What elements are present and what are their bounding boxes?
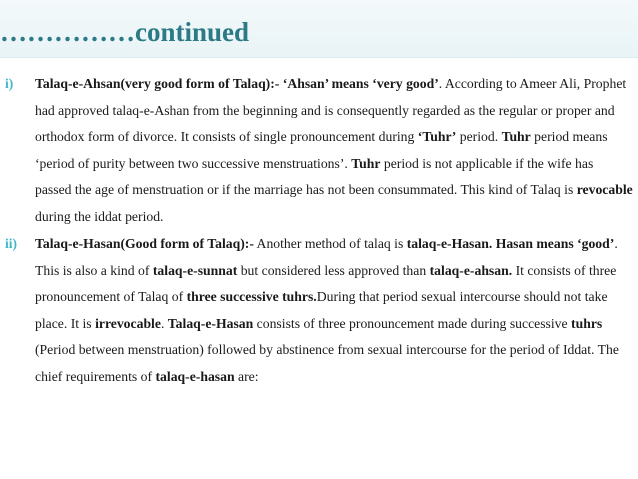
list-marker: ii) xyxy=(5,236,17,251)
text-segment: Talaq-e-Ahsan(very good form of Talaq):- ‘Ahsan’ means ‘very good’ xyxy=(35,76,439,91)
list-item-2 xyxy=(5,231,633,390)
list-item-1 xyxy=(5,71,633,230)
text-segment: Tuhr xyxy=(351,155,381,171)
text-segment: Tuhr xyxy=(501,129,531,144)
text-segment: talaq-e-ahsan. xyxy=(429,262,513,278)
text-segment: . xyxy=(160,315,168,331)
text-segment: revocable xyxy=(576,182,633,197)
text-segment: During that period sexual intercourse should not take place. It is xyxy=(35,289,608,331)
text-segment: irrevocable xyxy=(95,315,161,331)
text-segment: ‘Tuhr’ xyxy=(417,129,457,144)
title-band xyxy=(0,0,638,58)
text-segment: period is not applicable if the wife has passed the age of menstruation or if the marriage has not been consummated. This kind of Talaq is xyxy=(35,155,594,197)
slide-title: ……………continued xyxy=(0,17,250,47)
text-segment: talaq-e-hasan xyxy=(155,368,235,384)
text-segment: during the iddat period. xyxy=(35,208,164,224)
paragraph-talaq-e-ahsan xyxy=(35,71,633,230)
text-segment: It consists of three pronouncement of Talaq of xyxy=(35,262,617,304)
text-segment: consists of three pronouncement made during successive xyxy=(253,315,572,331)
paragraph-talaq-e-hasan xyxy=(35,231,633,390)
text-segment: tuhrs xyxy=(571,315,603,331)
text-segment: talaq-e-Hasan. Hasan means ‘good’ xyxy=(406,236,615,251)
text-segment: . This is also a kind of xyxy=(35,236,618,278)
text-segment: period means ‘period of purity between two successive menstruations’. xyxy=(35,129,608,171)
text-segment: talaq-e-sunnat xyxy=(152,262,238,278)
text-segment: are: xyxy=(234,368,259,384)
text-segment: period. xyxy=(456,129,502,144)
text-segment: Another method of talaq is xyxy=(253,236,407,251)
text-segment: three successive tuhrs. xyxy=(186,289,317,304)
text-segment: (Period between menstruation) followed by abstinence from sexual intercourse for the period of Iddat. The chief requirements of xyxy=(35,342,619,384)
text-segment: but considered less approved than xyxy=(237,262,430,278)
text-segment: Talaq-e-Hasan xyxy=(167,315,254,331)
text-segment: Talaq-e-Hasan(Good form of Talaq):- xyxy=(35,236,254,251)
list-marker: i) xyxy=(5,76,14,91)
slide-body xyxy=(5,71,633,390)
text-segment: . According to Ameer Ali, Prophet had approved talaq-e-Ashan from the beginning and is consequently regarded as the regular or proper and orthodox form of divorce. It consists of single pronouncement during xyxy=(35,76,627,144)
